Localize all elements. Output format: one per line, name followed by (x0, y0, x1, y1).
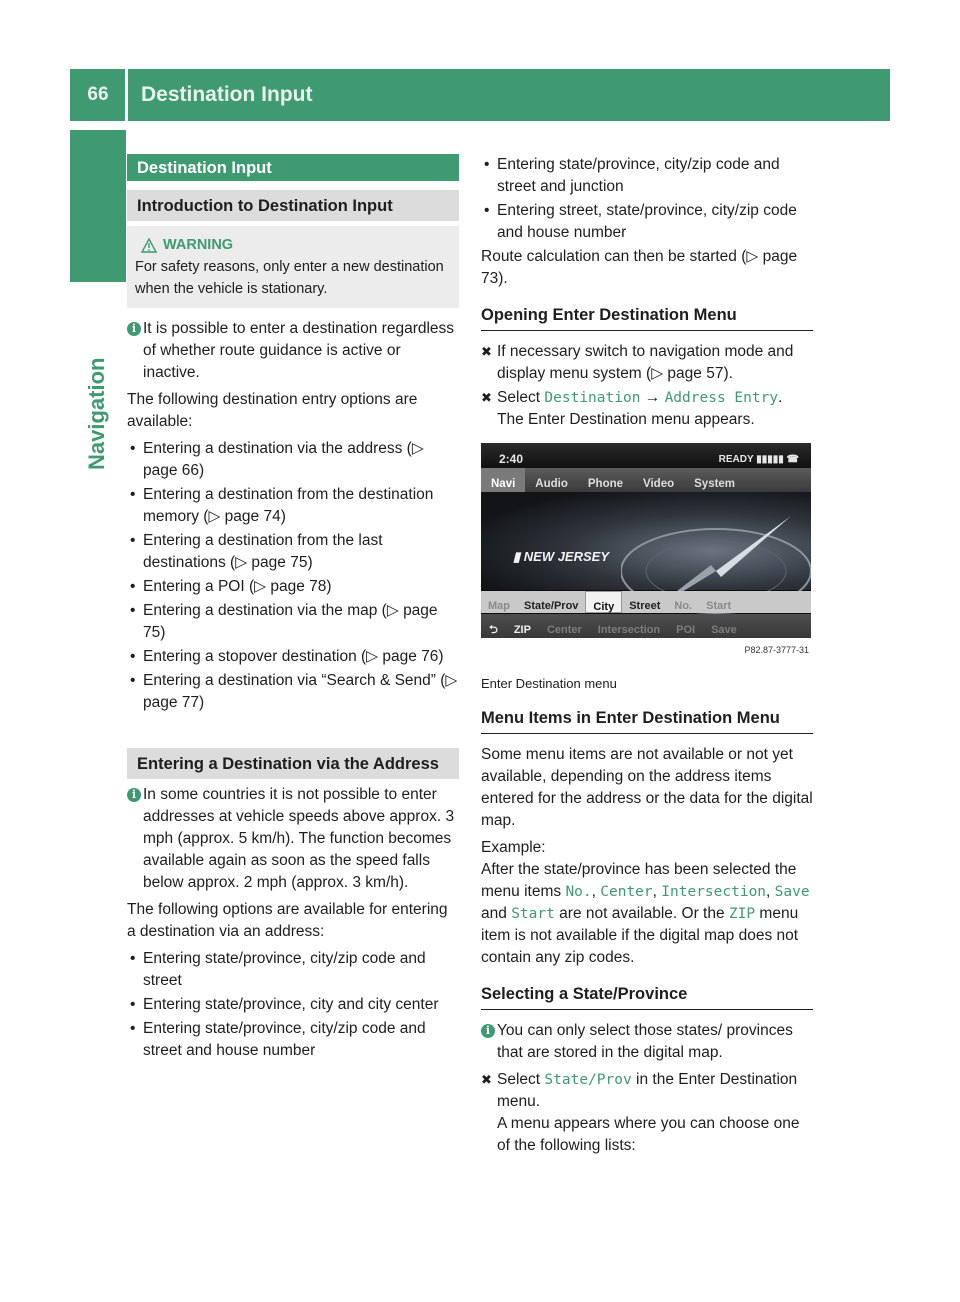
list-item: • Entering state/province, city/zip code and street and house number (127, 1018, 459, 1062)
figure-footer (481, 638, 811, 669)
list-item: • Entering state/province, city/zip code and street and junction (481, 154, 813, 198)
example-text: After the state/province has been selected the menu items (481, 861, 797, 900)
chapter-label: Navigation (84, 357, 109, 470)
subsection-heading: Introduction to Destination Input (127, 190, 459, 221)
screen-item-map: Map (488, 600, 510, 612)
menu-item-state-prov: State/Prov (544, 1072, 632, 1088)
section-heading: Menu Items in Enter Destination Menu (481, 707, 813, 734)
arrow: → (644, 389, 661, 406)
screen-status: READY ▮▮▮▮▮ ☎ (718, 454, 799, 465)
screen-tab-video: Video (643, 478, 675, 490)
example-label: Example: (481, 839, 546, 856)
example-text: are not available. Or the (559, 905, 725, 922)
info-icon: i (127, 788, 141, 802)
list-item: • Entering state/province, city/zip code and street (127, 948, 459, 992)
info-icon: i (481, 1024, 495, 1038)
step-text: If necessary switch to navigation mode and display menu system (▷ page 57). (497, 343, 794, 382)
paragraph: The following destination entry options are available: (127, 391, 418, 430)
list-item: • Entering a destination via “Search & Send” (▷ page 77) (127, 670, 459, 714)
subsection-heading: Entering a Destination via the Address (127, 748, 459, 779)
screen-item-no: No. (674, 600, 693, 612)
menu-item-address-entry: Address Entry (664, 390, 779, 406)
section-heading: Selecting a State/Province (481, 983, 813, 1010)
warning-title (135, 234, 451, 256)
address-options-list-cont (481, 154, 813, 244)
info-note (127, 318, 459, 384)
screen-back-icon: ⮌ (489, 624, 498, 636)
right-column (481, 154, 813, 1159)
screen-item-city: City (585, 591, 622, 613)
screen-location-text: NEW JERSEY (523, 549, 610, 564)
options-list (127, 438, 459, 714)
page-number: 66 (87, 84, 109, 105)
screen-status-bar (481, 443, 811, 468)
screen-tab-audio: Audio (535, 478, 568, 490)
list-item: • Entering a stopover destination (▷ page 76) (127, 646, 459, 668)
screen-item-center: Center (546, 624, 582, 636)
step-result: A menu appears where you can choose one of the following lists: (497, 1115, 800, 1154)
menu-item-no: No. (565, 884, 592, 900)
screen-time: 2:40 (499, 452, 524, 466)
example-paragraph: After the state/province has been selected the menu items No., Center, Intersection, Save and Start are not available. Or the ZIP menu item is not available if the digital map does not contain any zip codes. (481, 861, 810, 966)
step-text: Select (497, 1071, 541, 1088)
info-icon: i (127, 322, 141, 336)
warning-icon (141, 238, 157, 253)
header-divider (125, 69, 128, 121)
screen-tab-system: System (694, 478, 736, 490)
step (481, 1069, 813, 1157)
screen-location: ▮ NEW JERSEY (513, 549, 610, 564)
step-arrow-icon: ✖ (481, 1072, 492, 1087)
list-item: • Entering street, state/province, city/zip code and house number (481, 200, 813, 244)
step-result: The Enter Destination menu appears. (497, 411, 755, 428)
left-column (127, 154, 459, 1064)
figure-caption: Enter Destination menu (481, 676, 617, 691)
warning-title-text: WARNING (163, 237, 234, 253)
menu-item-destination: Destination (544, 390, 641, 406)
list-item: • Entering a destination from the destination memory (▷ page 74) (127, 484, 459, 528)
step (481, 387, 813, 431)
menu-item-zip: ZIP (728, 906, 756, 922)
list-item: • Entering a destination via the address (▷ page 66) (127, 438, 459, 482)
screen-main-menu (481, 468, 811, 492)
step-arrow-icon: ✖ (481, 344, 492, 359)
menu-item-save: Save (774, 884, 810, 900)
list-item: • Entering a POI (▷ page 78) (127, 576, 459, 598)
paragraph: Some menu items are not available or not yet available, depending on the address items entered for the address or the data for the digital map. (481, 746, 813, 829)
info-note-text: It is possible to enter a destination regardless of whether route guidance is active or inactive. (143, 320, 455, 381)
screen-item-poi: POI (676, 624, 696, 636)
paragraph: The following options are available for entering a destination via an address: (127, 901, 448, 940)
list-item: • Entering a destination from the last destinations (▷ page 75) (127, 530, 459, 574)
screen-tab-phone: Phone (587, 478, 624, 490)
screen-item-street: Street (629, 600, 661, 612)
step-arrow-icon: ✖ (481, 390, 492, 405)
step-text: in the Enter Destination menu. (497, 1071, 798, 1110)
screen-item-save: Save (711, 624, 737, 636)
screen-entry-row (481, 591, 811, 613)
nav-screen-image (481, 443, 811, 669)
menu-item-intersection: Intersection (661, 884, 767, 900)
info-note-text: You can only select those states/ provinces that are stored in the digital map. (497, 1022, 793, 1061)
step-text: Select (497, 389, 541, 406)
list-item: • Entering state/province, city and city center (127, 994, 459, 1016)
info-note (481, 1020, 813, 1064)
screen-tab-navi: Navi (481, 468, 525, 492)
screen-entry-row-2 (481, 614, 811, 638)
screen-item-start: Start (706, 600, 732, 612)
list-item: • Entering a destination via the map (▷ page 75) (127, 600, 459, 644)
example-text: and (481, 905, 507, 922)
warning-box (127, 226, 459, 308)
info-note-text: In some countries it is not possible to enter addresses at vehicle speeds above approx. 3 mph (approx. 5 km/h). The function becomes available again as soon as the speed falls below approx. 2 mph (approx. 3 km/h). (143, 786, 455, 891)
figure-code: P82.87-3777-31 (744, 645, 809, 655)
screen-item-intersection: Intersection (597, 624, 661, 636)
menu-item-start: Start (511, 906, 555, 922)
address-options-list (127, 948, 459, 1062)
section-heading: Opening Enter Destination Menu (481, 304, 813, 331)
menu-item-center: Center (600, 884, 653, 900)
step (481, 341, 813, 385)
info-note (127, 784, 459, 894)
page-title: Destination Input (141, 83, 313, 106)
paragraph: Route calculation can then be started (▷ page 73). (481, 248, 798, 287)
section-heading: Destination Input (127, 154, 459, 181)
screen-item-state-prov: State/Prov (524, 600, 579, 612)
chapter-tab (70, 130, 126, 282)
warning-text: For safety reasons, only enter a new destination when the vehicle is stationary. (135, 259, 444, 297)
punctuation: . (778, 389, 783, 406)
screen-item-zip: ZIP (513, 624, 531, 636)
example-text: menu item is not available if the digital map does not contain any zip codes. (481, 905, 799, 966)
